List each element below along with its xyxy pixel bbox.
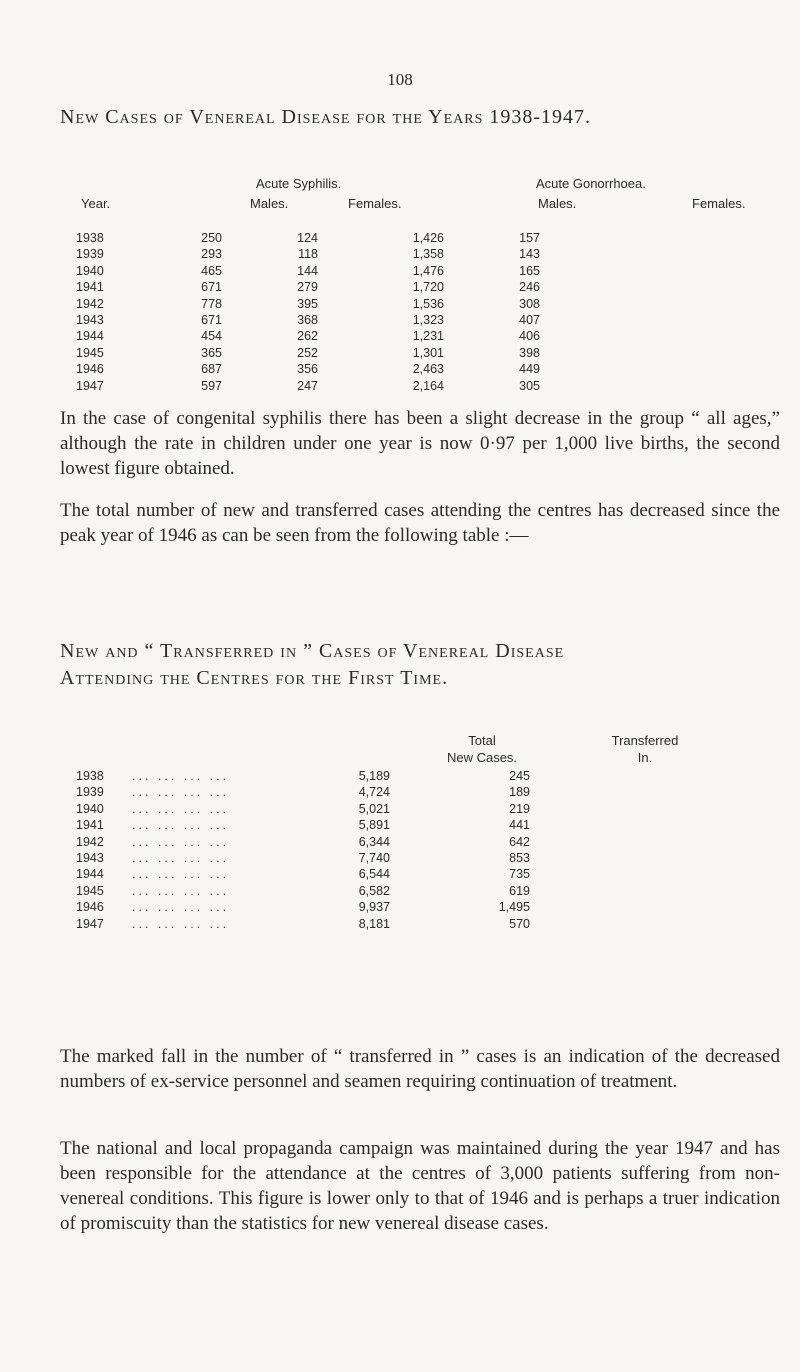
cell-total-new-cases: 9,937 <box>358 900 390 915</box>
cell-syphilis-females: 279 <box>297 280 318 295</box>
cell-syphilis-males: 293 <box>201 247 222 262</box>
table-row <box>76 899 534 915</box>
cell-total-new-cases: 6,344 <box>358 834 390 849</box>
dot-leader: ... ... ... ... <box>132 851 230 866</box>
cell-gonorrhoea-males: 1,301 <box>412 345 444 360</box>
transferred-cases-table <box>76 768 534 932</box>
cell-syphilis-females: 144 <box>297 263 318 278</box>
col-header-year: Year. <box>81 196 111 211</box>
cell-syphilis-males: 671 <box>201 313 222 328</box>
cell-transferred-in: 1,495 <box>498 900 530 915</box>
col-header-total-line1: Total <box>468 733 496 748</box>
cell-gonorrhoea-males: 1,426 <box>412 231 444 245</box>
cell-year: 1946 <box>76 900 104 915</box>
cell-year: 1940 <box>76 263 104 278</box>
cell-year: 1947 <box>76 916 104 931</box>
table-row <box>76 312 540 328</box>
dot-leader: ... ... ... ... <box>132 916 230 931</box>
cell-year: 1942 <box>76 296 104 311</box>
table-row <box>76 916 534 932</box>
cell-gonorrhoea-females: 406 <box>519 329 540 344</box>
cell-transferred-in: 570 <box>509 916 530 931</box>
page-number: 108 <box>387 70 413 89</box>
col-header-new-cases: New Cases. <box>446 750 518 765</box>
cell-total-new-cases: 8,181 <box>358 916 390 931</box>
cell-total-new-cases: 6,544 <box>358 867 390 882</box>
cell-total-new-cases: 6,582 <box>358 883 390 898</box>
col-header-gonorrhoea-females: Females. <box>692 196 746 211</box>
cell-year: 1941 <box>76 280 104 295</box>
cell-year: 1943 <box>76 851 104 866</box>
cell-syphilis-females: 247 <box>297 378 318 393</box>
cell-syphilis-males: 250 <box>201 231 222 245</box>
cell-year: 1945 <box>76 345 104 360</box>
cell-gonorrhoea-females: 143 <box>519 247 540 262</box>
cell-transferred-in: 853 <box>509 851 530 866</box>
dot-leader: ... ... ... ... <box>132 867 230 882</box>
table-row <box>76 328 540 344</box>
cell-gonorrhoea-males: 1,476 <box>412 263 444 278</box>
table-row <box>76 883 534 899</box>
cell-gonorrhoea-females: 449 <box>519 362 540 377</box>
table-row <box>76 279 540 295</box>
table2-title-line1: New and “ Transferred in ” Cases of Venereal Disease <box>60 640 565 662</box>
cell-year: 1938 <box>76 231 104 245</box>
cell-year: 1944 <box>76 329 104 344</box>
cell-gonorrhoea-males: 1,536 <box>412 296 444 311</box>
cell-gonorrhoea-males: 2,463 <box>412 362 444 377</box>
paragraph-congenital-syphilis: In the case of congenital syphilis there has been a slight decrease in the group “ all ages,” although the rate in children under one year is now 0·97 per 1,000 live births, the second lowest figure obtained. <box>60 408 780 479</box>
dot-leader: ... ... ... ... <box>132 883 230 898</box>
cell-syphilis-males: 465 <box>201 263 222 278</box>
cell-transferred-in: 219 <box>509 801 530 816</box>
cell-total-new-cases: 7,740 <box>358 851 390 866</box>
dot-leader: ... ... ... ... <box>132 900 230 915</box>
cell-syphilis-males: 687 <box>201 362 222 377</box>
cell-syphilis-males: 365 <box>201 345 222 360</box>
col-header-syphilis-males: Males. <box>250 196 289 211</box>
col-header-transferred: Transferred <box>611 733 679 748</box>
cell-syphilis-females: 395 <box>297 296 318 311</box>
cell-gonorrhoea-females: 246 <box>519 280 540 295</box>
table1-title: New Cases of Venereal Disease for the Years 1938-1947. <box>60 106 592 128</box>
cell-gonorrhoea-males: 1,720 <box>412 280 444 295</box>
table-row <box>76 784 534 800</box>
cell-syphilis-females: 118 <box>298 247 318 262</box>
dot-leader: ... ... ... ... <box>132 769 230 783</box>
cell-syphilis-males: 597 <box>201 378 222 393</box>
table-row <box>76 850 534 866</box>
cell-year: 1940 <box>76 801 104 816</box>
table-row <box>76 263 540 279</box>
cell-gonorrhoea-females: 165 <box>519 263 540 278</box>
cell-gonorrhoea-females: 398 <box>519 345 540 360</box>
cell-year: 1947 <box>76 378 104 393</box>
cell-year: 1943 <box>76 313 104 328</box>
table2-title-line2: Attending the Centres for the First Time. <box>60 667 449 689</box>
table-row <box>76 817 534 833</box>
cell-year: 1939 <box>76 247 104 262</box>
col-header-in: In. <box>637 750 653 765</box>
cell-gonorrhoea-males: 1,231 <box>412 329 444 344</box>
cell-gonorrhoea-females: 407 <box>519 313 540 328</box>
table-row <box>76 378 540 394</box>
cell-year: 1944 <box>76 867 104 882</box>
dot-leader: ... ... ... ... <box>132 818 230 833</box>
col-header-gonorrhoea-males: Males. <box>538 196 577 211</box>
cell-total-new-cases: 4,724 <box>358 785 390 800</box>
table-row <box>76 801 534 817</box>
cell-syphilis-females: 356 <box>297 362 318 377</box>
table-row <box>76 345 540 361</box>
venereal-cases-table <box>76 230 540 394</box>
group-header-syphilis: Acute Syphilis. <box>256 176 342 191</box>
dot-leader: ... ... ... ... <box>132 834 230 849</box>
cell-total-new-cases: 5,189 <box>358 769 390 783</box>
cell-gonorrhoea-females: 308 <box>519 296 540 311</box>
table-row <box>76 768 534 784</box>
cell-syphilis-males: 454 <box>201 329 222 344</box>
cell-syphilis-females: 368 <box>297 313 318 328</box>
cell-gonorrhoea-males: 1,323 <box>412 313 444 328</box>
cell-year: 1941 <box>76 818 104 833</box>
table-row <box>76 361 540 377</box>
paragraph-transferred-fall: The marked fall in the number of “ transferred in ” cases is an indication of the decreased numbers of ex-service personnel and seamen requiring continuation of treatment. <box>60 1046 780 1092</box>
group-header-gonorrhoea: Acute Gonorrhoea. <box>536 176 646 191</box>
table2-title <box>60 638 780 692</box>
cell-transferred-in: 441 <box>509 818 530 833</box>
table-row <box>76 866 534 882</box>
table-row <box>76 296 540 312</box>
table-row <box>76 230 540 246</box>
col-header-syphilis-females: Females. <box>348 196 402 211</box>
dot-leader: ... ... ... ... <box>132 785 230 800</box>
cell-syphilis-males: 671 <box>201 280 222 295</box>
cell-gonorrhoea-males: 1,358 <box>412 247 444 262</box>
cell-transferred-in: 189 <box>509 785 530 800</box>
cell-syphilis-females: 262 <box>297 329 318 344</box>
cell-gonorrhoea-males: 2,164 <box>412 378 444 393</box>
cell-gonorrhoea-females: 305 <box>519 378 540 393</box>
cell-year: 1946 <box>76 362 104 377</box>
cell-transferred-in: 642 <box>509 834 530 849</box>
paragraph-total-cases: The total number of new and transferred cases attending the centres has decreased since the peak year of 1946 as can be seen from the following table :— <box>60 500 780 546</box>
cell-transferred-in: 735 <box>509 867 530 882</box>
paragraph-propaganda-campaign: The national and local propaganda campaign was maintained during the year 1947 and has been responsible for the attendance at the centres of 3,000 patients suffering from non-venereal conditions. This figure is lower only to that of 1946 and is perhaps a truer indication of promiscuity than the statistics for new venereal disease cases. <box>60 1138 780 1234</box>
cell-year: 1939 <box>76 785 104 800</box>
cell-transferred-in: 619 <box>509 883 530 898</box>
cell-year: 1938 <box>76 769 104 783</box>
cell-transferred-in: 245 <box>509 769 530 783</box>
cell-total-new-cases: 5,891 <box>358 818 390 833</box>
cell-gonorrhoea-females: 157 <box>519 231 540 245</box>
table-row <box>76 246 540 262</box>
table-row <box>76 834 534 850</box>
col-header-total <box>442 733 522 748</box>
cell-syphilis-females: 252 <box>297 345 318 360</box>
dot-leader: ... ... ... ... <box>132 801 230 816</box>
cell-syphilis-males: 778 <box>201 296 222 311</box>
cell-year: 1945 <box>76 883 104 898</box>
cell-total-new-cases: 5,021 <box>358 801 390 816</box>
cell-syphilis-females: 124 <box>297 231 318 245</box>
cell-year: 1942 <box>76 834 104 849</box>
